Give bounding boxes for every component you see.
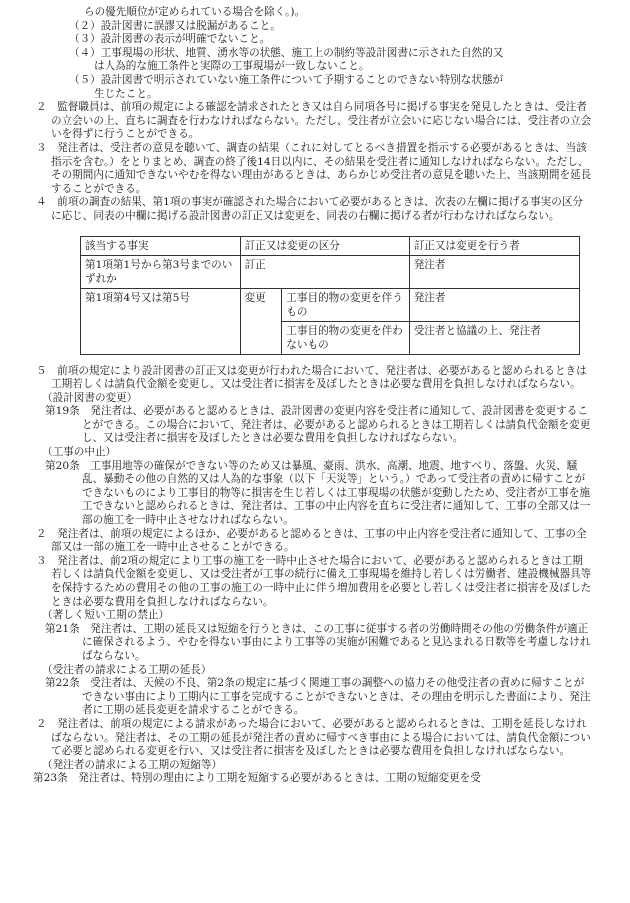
- table-cell: 発注者: [409, 288, 579, 321]
- text-line: らの優先順位が定められている場合を除く。)。: [84, 6, 306, 18]
- paragraph-3: ３ 発注者は、受注者の意見を聴いて、調査の結果（これに対してとるべき措置を指示する必要があるときは、当該指示を含む。）をとりまとめ、調査の終了後14日以内に、その結果を受注者に通知しなければならない。ただし、その期間内に通知できないやむを得ない理由があるときは、あらかじめ受注者の意見を聴いた上、当該期間を延長することができる。: [36, 141, 592, 195]
- table-header-cell: 訂正又は変更を行う者: [409, 236, 579, 255]
- paragraph-4: ４ 前項の調査の結果、第1項の事実が確認された場合において必要があるときは、次表の左欄に掲げる事実の区分に応じ、同表の中欄に掲げる設計図書の訂正又は変更を、同表の右欄に掲げる者が行わなければならない。: [36, 196, 584, 222]
- article-caption-20: （工事の中止）: [42, 446, 117, 459]
- table-header-cell: 訂正又は変更の区分: [240, 236, 409, 255]
- list-item-2: （２）設計図書に誤謬又は脱漏があること。: [69, 19, 281, 32]
- list-item-5: （５）設計図書で明示されていない施工条件について予期することのできない特別な状態が: [69, 73, 504, 86]
- article-20-para-2: ２ 発注者は、前項の規定によるほか、必要があると認めるときは、工事の中止内容を受注者に通知して、工事の全部又は一部の施工を一時中止させることができる。: [36, 527, 587, 554]
- table-row: [81, 288, 580, 321]
- article-22: 第22条 受注者は、天候の不良、第2条の規定に基づく関連工事の調整への協力その他受注者の責めに帰すことができない事由により工期内に工事を完成することができないときは、その理由を明示した書面により、発注者に工期の延長変更を請求することができる。: [45, 677, 591, 717]
- article-caption-22: （受注者の請求による工期の延長）: [42, 663, 212, 676]
- article-caption-19: （設計図書の変更）: [42, 391, 138, 404]
- table-cell: 第1項第4号又は第5号: [81, 288, 241, 354]
- list-item-4: （４）工事現場の形状、地質、湧水等の状態、施工上の制約等設計図書に示された自然的又: [69, 46, 504, 59]
- article-20-para-3: ３ 発注者は、前2項の規定により工事の施工を一時中止させた場合において、必要があると認められるときは工期若しくは請負代金額を変更し、又は受注者が工事の続行に備え工事現場を維持し若しくは労働者、建設機械器具等を保持するための費用その他の工事の施工の一時中止に伴う増加費用を必要とし若しくは受注者に損害を及ぼしたときは必要な費用を負担しなければならない。: [36, 554, 592, 608]
- paragraph-5: ５ 前項の規定により設計図書の訂正又は変更が行われた場合において、発注者は、必要があると認められるときは工期若しくは請負代金額を変更し、又は受注者に損害を及ぼしたときは必要な費用を負担しなければならない。: [36, 364, 587, 391]
- paragraph-2: ２ 監督職員は、前項の規定による確認を請求されたとき又は自ら同項各号に掲げる事実を発見したときは、受注者の立会いの上、直ちに調査を行わなければならない。ただし、受注者が立会いに応じない場合には、受注者の立会いを得ずに行うことができる。: [36, 101, 592, 141]
- article-23: 第23条 発注者は、特別の理由により工期を短縮する必要があるときは、工期の短縮変更を受: [33, 772, 481, 785]
- article-21: 第21条 発注者は、工期の延長又は短縮を行うときは、この工事に従事する者の労働時間その他の労働条件が適正に確保されるよう、やむを得ない事由により工事等の実施が困難であると見込まれる日数等を考慮しなければならない。: [45, 622, 591, 662]
- list-item-4-cont: は人為的な施工条件と実際の工事現場が一致しないこと。: [94, 60, 370, 73]
- article-19: 第19条 発注者は、必要があると認めるときは、設計図書の変更内容を受注者に通知して、設計図書を変更することができる。この場合において、発注者は、必要があると認められるときは工期若しくは請負代金額を変更し、又は受注者に損害を及ぼしたときは必要な費用を負担しなければならない。: [45, 405, 591, 445]
- table-header-row: [81, 236, 580, 255]
- article-caption-23: （発注者の請求による工期の短縮等）: [42, 758, 223, 771]
- table-header-cell: 該当する事実: [81, 236, 241, 255]
- article-20: 第20条 工事用地等の確保ができない等のため又は暴風、豪雨、洪水、高潮、地震、地すべり、落盤、火災、騒乱、暴動その他の自然的又は人為的な事象（以下「天災等」という。）であって受注者の責めに帰すことができないものにより工事目的物等に損害を生じ若しくは工事現場の状態が変動したため、受注者が工事を施工できないと認められるときは、発注者は、工事の中止内容を直ちに受注者に通知して、工事の全部又は一部の施工を一時中止させなければならない。: [45, 459, 591, 527]
- article-22-para-2: ２ 発注者は、前項の規定による請求があった場合において、必要があると認められるときは、工期を延長しなければならない。発注者は、その工期の延長が発注者の責めに帰すべき事由による場合においては、請負代金額について必要と認められる変更を行い、又は受注者に損害を及ぼしたときは必要な費用を負担しなければならない。: [36, 717, 591, 758]
- revision-table: [80, 236, 580, 355]
- table-cell: 第1項第1号から第3号までのいずれか: [81, 255, 241, 288]
- table-row: [81, 255, 580, 288]
- table-cell: 工事目的物の変更を伴うもの: [282, 288, 409, 321]
- table-cell: 発注者: [409, 255, 579, 288]
- list-item-3: （３）設計図書の表示が明確でないこと。: [69, 33, 271, 46]
- table-cell: 受注者と協議の上、発注者: [409, 321, 579, 354]
- table-cell: 工事目的物の変更を伴わないもの: [282, 321, 409, 354]
- table-cell: 変更: [240, 288, 282, 354]
- article-caption-21: （著しく短い工期の禁止）: [42, 609, 170, 622]
- table-cell: 訂正: [240, 255, 409, 288]
- list-item-5-cont: 生じたこと。: [94, 87, 158, 100]
